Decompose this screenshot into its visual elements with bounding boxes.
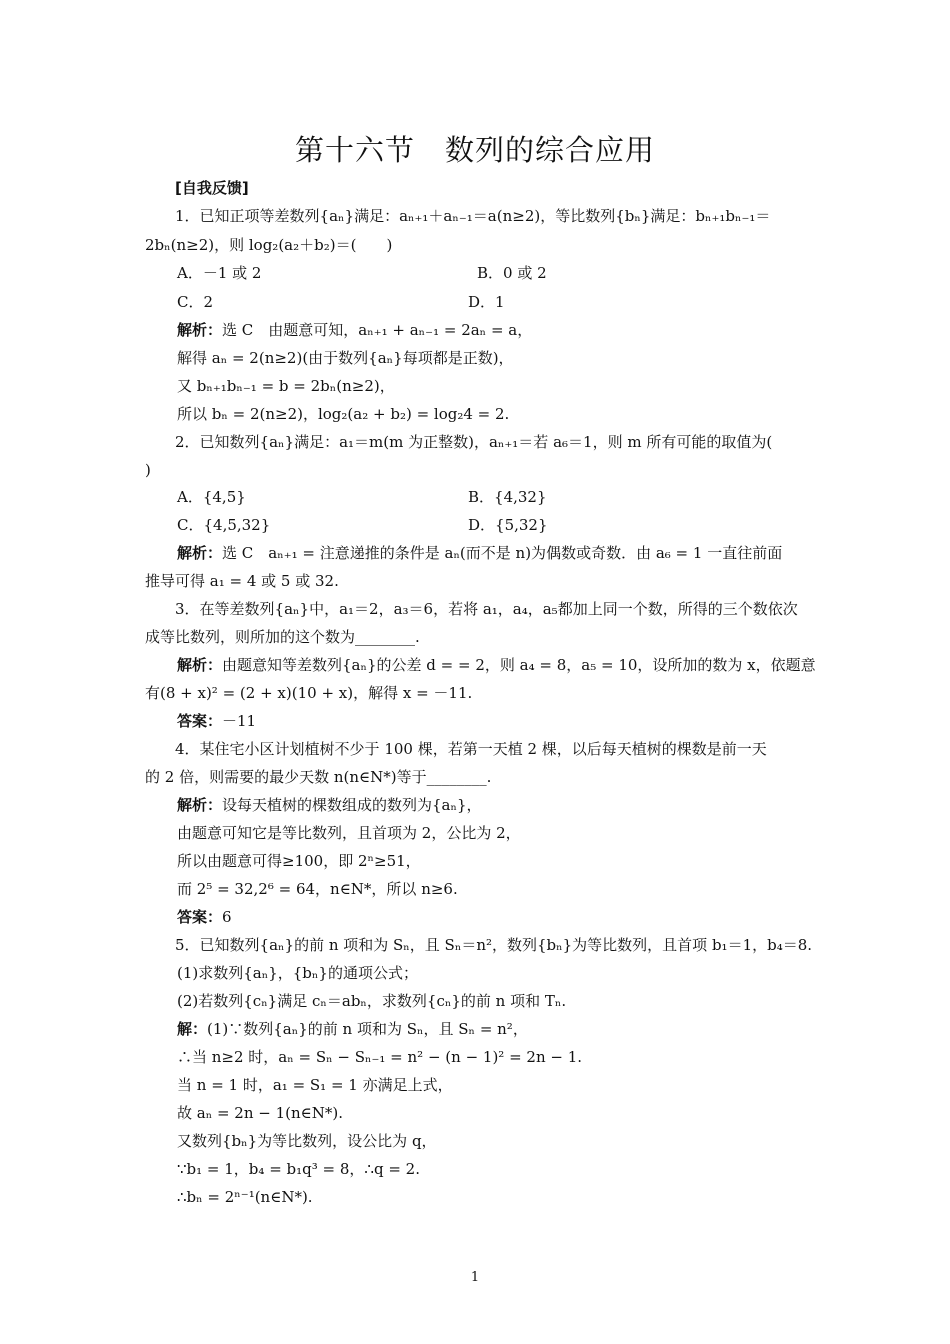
answer-label: 解析： xyxy=(177,796,223,814)
line-text: 又 bₙ₊₁bₙ₋₁ = b = 2bₙ(n≥2)， xyxy=(177,377,395,395)
text-line xyxy=(177,515,270,535)
text-line xyxy=(177,851,421,871)
text-line xyxy=(177,292,213,312)
line-text: 而 2⁵ = 32,2⁶ = 64，n∈N*，所以 n≥6. xyxy=(177,880,458,898)
page-title: 第十六节 数列的综合应用 xyxy=(294,133,655,167)
line-text: ∴当 n≥2 时，aₙ = Sₙ − Sₙ₋₁ = n² − (n − 1)² = 2n − 1. xyxy=(177,1048,583,1066)
line-text: (2)若数列{cₙ}满足 cₙ＝abₙ，求数列{cₙ}的前 n 项和 Tₙ. xyxy=(177,992,567,1010)
text-line xyxy=(177,963,418,983)
line-text: (1)∵数列{aₙ}的前 n 项和为 Sₙ，且 Sₙ = n²， xyxy=(207,1020,528,1038)
text-line xyxy=(145,571,339,591)
line-text: C．2 xyxy=(177,293,214,311)
text-line xyxy=(177,655,816,675)
line-text: C．{4,5,32} xyxy=(177,516,271,534)
section-heading: [自我反馈] xyxy=(175,179,249,197)
text-line xyxy=(177,263,261,283)
text-line xyxy=(177,1019,528,1039)
text-line xyxy=(145,627,420,647)
text-line xyxy=(468,487,547,507)
line-text: ∵b₁ = 1，b₄ = b₁q³ = 8，∴q = 2. xyxy=(177,1160,420,1178)
text-line xyxy=(175,739,767,759)
answer-label: 解析： xyxy=(177,321,223,339)
line-text: D．1 xyxy=(468,293,505,311)
text-line xyxy=(177,991,566,1011)
line-text: 2．已知数列{aₙ}满足：a₁＝m(m 为正整数)，aₙ₊₁＝若 a₆＝1，则 m 所有可能的取值为( xyxy=(175,433,773,451)
text-line xyxy=(175,432,772,452)
line-text: 由题意可知它是等比数列，且首项为 2，公比为 2， xyxy=(177,824,521,842)
text-line xyxy=(145,683,472,703)
text-line xyxy=(177,907,232,927)
line-text: 故 aₙ = 2n − 1(n∈N*). xyxy=(177,1104,344,1122)
line-text: 1．已知正项等差数列{aₙ}满足：aₙ₊₁＋aₙ₋₁＝a(n≥2)，等比数列{bₙ}满足：bₙ₊₁bₙ₋₁＝ xyxy=(175,207,771,225)
line-text: 有(8 + x)² = (2 + x)(10 + x)，解得 x = －11. xyxy=(145,684,473,702)
line-text: B．{4,32} xyxy=(468,488,547,506)
line-text: 所以 bₙ = 2(n≥2)，log₂(a₂ + b₂) = log₂4 = 2. xyxy=(177,405,510,423)
text-line xyxy=(145,460,151,480)
line-text: 4．某住宅小区计划植树不少于 100 棵，若第一天植 2 棵，以后每天植树的棵数是前一天 xyxy=(175,740,767,758)
text-line xyxy=(177,543,782,563)
text-line xyxy=(177,1131,437,1151)
text-line xyxy=(468,292,505,312)
text-line xyxy=(177,711,256,731)
text-line xyxy=(175,935,812,955)
line-text: 选 C aₙ₊₁ = 注意递推的条件是 aₙ(而不是 n)为偶数或奇数．由 a₆ = 1 一直往前面 xyxy=(222,544,783,562)
text-line xyxy=(145,767,491,787)
line-text: 所以由题意可得≥100，即 2ⁿ≥51， xyxy=(177,852,421,870)
text-line xyxy=(177,376,395,396)
text-line xyxy=(468,515,548,535)
line-text: ) xyxy=(145,461,151,479)
line-text: 由题意知等差数列{aₙ}的公差 d = = 2，则 a₄ = 8，a₅ = 10，设所加的数为 x，依题意 xyxy=(222,656,816,674)
line-text: D．{5,32} xyxy=(468,516,548,534)
line-text: －11 xyxy=(222,712,257,730)
answer-label: 解： xyxy=(177,1020,208,1038)
line-text: 的 2 倍，则需要的最少天数 n(n∈N*)等于________. xyxy=(145,768,492,786)
answer-label: 解析： xyxy=(177,656,223,674)
line-text: 5．已知数列{aₙ}的前 n 项和为 Sₙ，且 Sₙ＝n²，数列{bₙ}为等比数列，且首项 b₁＝1，b₄＝8. xyxy=(175,936,813,954)
line-text: (1)求数列{aₙ}，{bₙ}的通项公式； xyxy=(177,964,418,982)
line-text: 当 n = 1 时，a₁ = S₁ = 1 亦满足上式， xyxy=(177,1076,453,1094)
text-line xyxy=(175,599,798,619)
line-text: A．{4,5} xyxy=(177,488,246,506)
text-line xyxy=(177,1047,582,1067)
answer-label: 解析： xyxy=(177,544,223,562)
text-line xyxy=(177,487,246,507)
text-line xyxy=(175,206,770,226)
text-line xyxy=(177,1103,343,1123)
text-line xyxy=(177,879,458,899)
text-line xyxy=(177,1075,453,1095)
line-text: 又数列{bₙ}为等比数列，设公比为 q， xyxy=(177,1132,437,1150)
text-line xyxy=(177,404,509,424)
text-line xyxy=(177,795,482,815)
page-number: 1 xyxy=(470,1270,480,1285)
line-text: B．0 或 2 xyxy=(477,264,547,282)
line-text: 成等比数列，则所加的这个数为________. xyxy=(145,628,420,646)
text-line xyxy=(145,235,392,255)
line-text: 设每天植树的棵数组成的数列为{aₙ}， xyxy=(222,796,482,814)
answer-label: 答案： xyxy=(177,908,223,926)
line-text: 选 C 由题意可知，aₙ₊₁ + aₙ₋₁ = 2aₙ = a， xyxy=(222,321,533,339)
text-line xyxy=(177,1187,313,1207)
line-text: A．－1 或 2 xyxy=(177,264,262,282)
line-text: 推导可得 a₁ = 4 或 5 或 32. xyxy=(145,572,339,590)
text-line xyxy=(177,1159,420,1179)
answer-label: 答案： xyxy=(177,712,223,730)
text-line xyxy=(177,320,532,340)
line-text: 6 xyxy=(222,908,232,926)
text-line xyxy=(477,263,547,283)
line-text: 3．在等差数列{aₙ}中，a₁＝2，a₃＝6，若将 a₁，a₄，a₅都加上同一个数，所得的三个数依次 xyxy=(175,600,798,618)
line-text: 2bₙ(n≥2)，则 log₂(a₂＋b₂)＝( ) xyxy=(145,236,393,254)
text-line xyxy=(177,348,514,368)
line-text: 解得 aₙ = 2(n≥2)(由于数列{aₙ}每项都是正数)， xyxy=(177,349,514,367)
text-line xyxy=(177,823,521,843)
line-text: ∴bₙ = 2ⁿ⁻¹(n∈N*). xyxy=(177,1188,313,1206)
